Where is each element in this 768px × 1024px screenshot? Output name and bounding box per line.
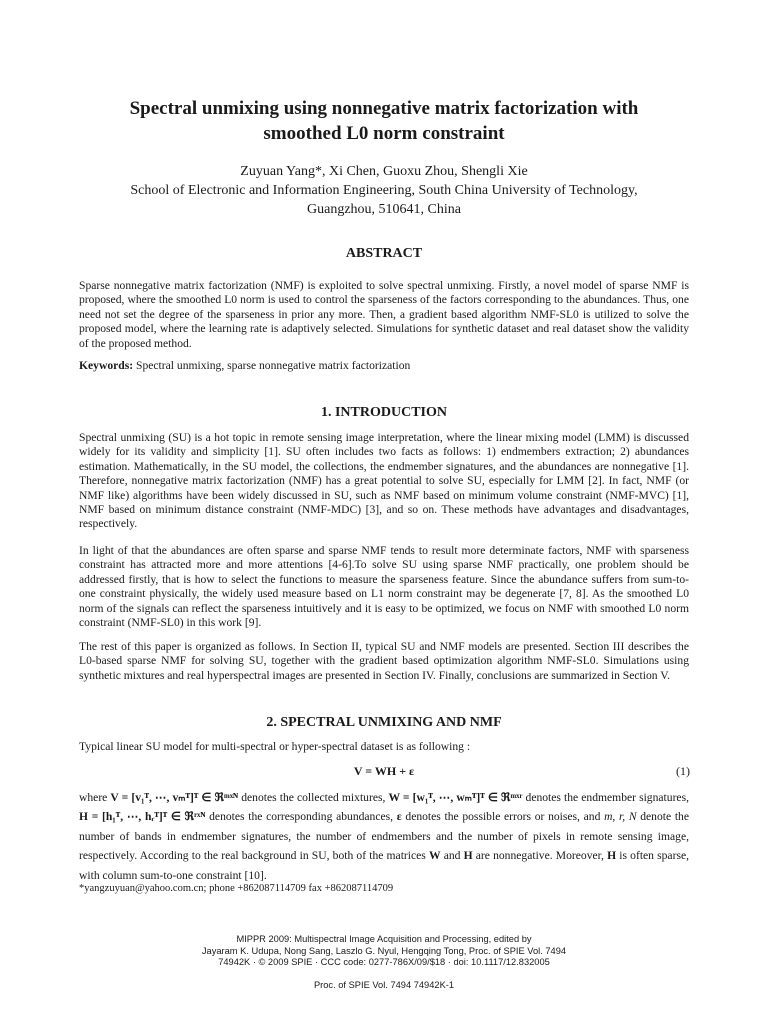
affiliation-line-2: Guangzhou, 510641, China (307, 202, 461, 217)
footer-line-2: Jayaram K. Udupa, Nong Sang, Laszlo G. Nyul, Hengqing Tong, Proc. of SPIE Vol. 7494 (201, 945, 567, 956)
v-definition: V = [v₁ᵀ, ⋯, vₘᵀ]ᵀ ∈ ℜᵐˣᴺ (110, 791, 239, 804)
intro-paragraph-3: The rest of this paper is organized as follows. In Section II, typical SU and NMF models are presented. Section III describes the L0-based sparse NMF for solving SU, together with the gradient based optimization algorithm NMF-SL0. Simulations using synthetic mixtures and real hyperspectral images are presented in Section IV. Finally, conclusions are summarized in Section V. (79, 640, 689, 682)
su-model-intro: Typical linear SU model for multi-spectral or hyper-spectral dataset is as following : (79, 740, 471, 753)
corresponding-author-footnote: *yangzuyuan@yahoo.com.cn; phone +862087114709 fax +862087114709 (79, 883, 394, 894)
intro-paragraph-2: In light of that the abundances are often sparse and sparse NMF tends to result more determinate factors, NMF with sparseness constraint has attracted more and more attentions [4-6].To solve SU using sparse NMF practically, one problem should be addressed firstly, that is how to select the functions to measure the sparseness feature. Since the abundance suffers from sum-to-one constraint physically, the widely used measure based on L1 norm constraint may be degenerate [7, 8]. As the smoothed L0 norm of the signals can reflect the sparseness intuitively and it is easy to be optimized, we focus on NMF with smoothed L0 norm constraint (NMF-SL0) in this work [9]. (79, 544, 689, 630)
equation-formula: V = WH + ε (353, 764, 415, 778)
abstract-heading: ABSTRACT (345, 246, 423, 261)
where-text-2: denotes the collected mixtures, (238, 791, 389, 804)
where-text-3: denotes the endmember signatures, (522, 791, 689, 804)
w-definition: W = [w₁ᵀ, ⋯, wₘᵀ]ᵀ ∈ ℜᵐˣʳ (388, 791, 523, 804)
where-text-4: denotes the corresponding abundances, (205, 810, 397, 824)
w-symbol: W (428, 849, 441, 863)
paper-title (60, 96, 708, 146)
keywords-text: Spectral unmixing, sparse nonnegative matrix factorization (133, 359, 411, 372)
title-line-2: smoothed L0 norm constraint (263, 123, 505, 144)
where-text-8: is often sparse, with column sum-to-one constraint [10]. (79, 849, 689, 882)
publication-info (60, 934, 708, 969)
affiliation (60, 181, 708, 219)
h-definition: H = [h₁ᵀ, ⋯, hᵣᵀ]ᵀ ∈ ℜʳˣᴺ (79, 810, 206, 824)
mrn-symbols: m, r, N (604, 810, 637, 824)
keywords-line (79, 359, 689, 373)
where-text-1: where (79, 791, 111, 804)
h-symbol-2: H (607, 849, 617, 863)
variable-definitions (79, 788, 689, 885)
epsilon-symbol: ε (396, 810, 402, 824)
footer-line-3: 74942K · © 2009 SPIE · CCC code: 0277-786X/09/$18 · doi: 10.1117/12.832005 (218, 957, 550, 967)
abstract-text: Sparse nonnegative matrix factorization (NMF) is exploited to solve spectral unmixing. Firstly, a novel model of sparse NMF is proposed, where the smoothed L0 norm is used to control the sparseness of the factors corresponding to the abundances. Thus, one need not set the degree of the sparseness in prior any more. Then, a gradient based algorithm NMF-SL0 is utilized to solve the proposed model, where the learning rate is adaptively selected. Simulations for synthetic dataset and real dataset show the validity of the proposed method. (79, 279, 689, 350)
affiliation-line-1: School of Electronic and Information Engineering, South China University of Technology, (130, 183, 638, 198)
where-text-6: denote the number of bands in endmember signatures, the number of endmembers and the number of pixels in remote sensing image, respectively. According to the real background in SU, both of the matrices (79, 810, 689, 863)
page-identifier: Proc. of SPIE Vol. 7494 74942K-1 (313, 980, 455, 990)
author-list: Zuyuan Yang*, Xi Chen, Guoxu Zhou, Shengli Xie (240, 164, 528, 179)
intro-paragraph-1: Spectral unmixing (SU) is a hot topic in remote sensing image interpretation, where the linear mixing model (LMM) is discussed widely for its validity and simplicity [1]. SU often includes two facts as follows: 1) endmembers extraction; 2) abundances estimation. Mathematically, in the SU model, the collections, the endmember signatures, and the abundances are nonnegative [1]. Therefore, nonnegative matrix factorization (NMF) has a great potential to solve SU, especially for LMM [2]. In fact, NMF (or NMF like) algorithms have been widely discussed in SU, such as NMF based on minimum volume constraint (NMF-MVC) [1], NMF based on minimum distance constraint (NMF-MDC) [3], and so on. These methods have advantages and disadvantages, respectively. (79, 431, 689, 531)
where-text-7: are nonnegative. Moreover, (472, 849, 608, 863)
footer-line-1: MIPPR 2009: Multispectral Image Acquisition and Processing, edited by (236, 934, 532, 944)
section-1-heading: 1. INTRODUCTION (320, 405, 447, 420)
equation-number: (1) (676, 764, 690, 778)
section-2-heading: 2. SPECTRAL UNMIXING AND NMF (266, 715, 502, 730)
title-line-1: Spectral unmixing using nonnegative matrix factorization with (129, 98, 639, 119)
keywords-label: Keywords: (79, 359, 134, 372)
h-symbol: H (463, 849, 473, 863)
and-text: and (440, 849, 464, 863)
where-text-5: denotes the possible errors or noises, and (401, 810, 605, 824)
